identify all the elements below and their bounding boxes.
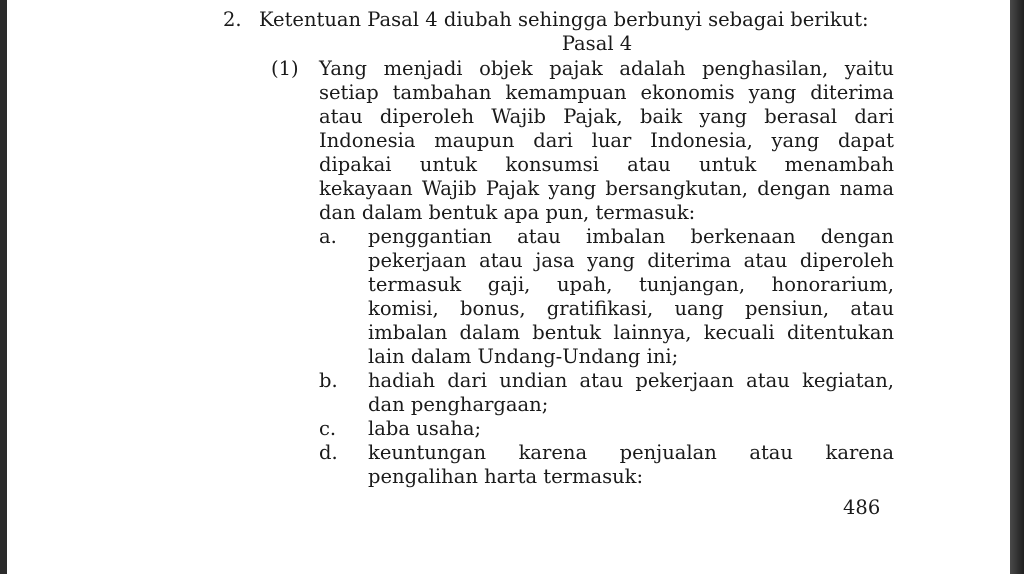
page-number: 486 [843, 496, 881, 519]
list-line: keuntungan karena penjualan atau karena [368, 441, 894, 464]
paragraph-line: Yang menjadi objek pajak adalah penghasilan, yaitu [319, 57, 894, 80]
list-line: dan penghargaan; [368, 393, 549, 416]
item-number: 2. [223, 8, 242, 31]
document-page [7, 0, 1010, 574]
item-heading: Ketentuan Pasal 4 diubah sehingga berbunyi sebagai berikut: [259, 8, 869, 31]
list-line: hadiah dari undian atau pekerjaan atau kegiatan, [368, 369, 894, 392]
scan-right-edge [1010, 0, 1024, 574]
list-line: termasuk gaji, upah, tunjangan, honorarium, [368, 273, 894, 296]
paragraph-line: atau diperoleh Wajib Pajak, baik yang berasal dari [319, 105, 894, 128]
list-line: laba usaha; [368, 417, 482, 440]
scan-left-edge [0, 0, 7, 574]
list-line: penggantian atau imbalan berkenaan dengan [368, 225, 894, 248]
paragraph-line: dan dalam bentuk apa pun, termasuk: [319, 201, 696, 224]
list-label: a. [319, 225, 337, 248]
paragraph-line: Indonesia maupun dari luar Indonesia, yang dapat [319, 129, 894, 152]
list-line: imbalan dalam bentuk lainnya, kecuali ditentukan [368, 321, 894, 344]
list-line: lain dalam Undang-Undang ini; [368, 345, 679, 368]
list-label: c. [319, 417, 337, 440]
paragraph-line: dipakai untuk konsumsi atau untuk menambah [319, 153, 894, 176]
list-line: pekerjaan atau jasa yang diterima atau diperoleh [368, 249, 894, 272]
paragraph-line: kekayaan Wajib Pajak yang bersangkutan, dengan nama [319, 177, 894, 200]
pasal-title: Pasal 4 [561, 32, 633, 55]
list-line: komisi, bonus, gratifikasi, uang pensiun, atau [368, 297, 894, 320]
list-label: b. [319, 369, 338, 392]
list-label: d. [319, 441, 338, 464]
list-line: pengalihan harta termasuk: [368, 465, 644, 488]
paragraph-line: setiap tambahan kemampuan ekonomis yang diterima [319, 81, 894, 104]
paragraph-number: (1) [271, 57, 299, 80]
